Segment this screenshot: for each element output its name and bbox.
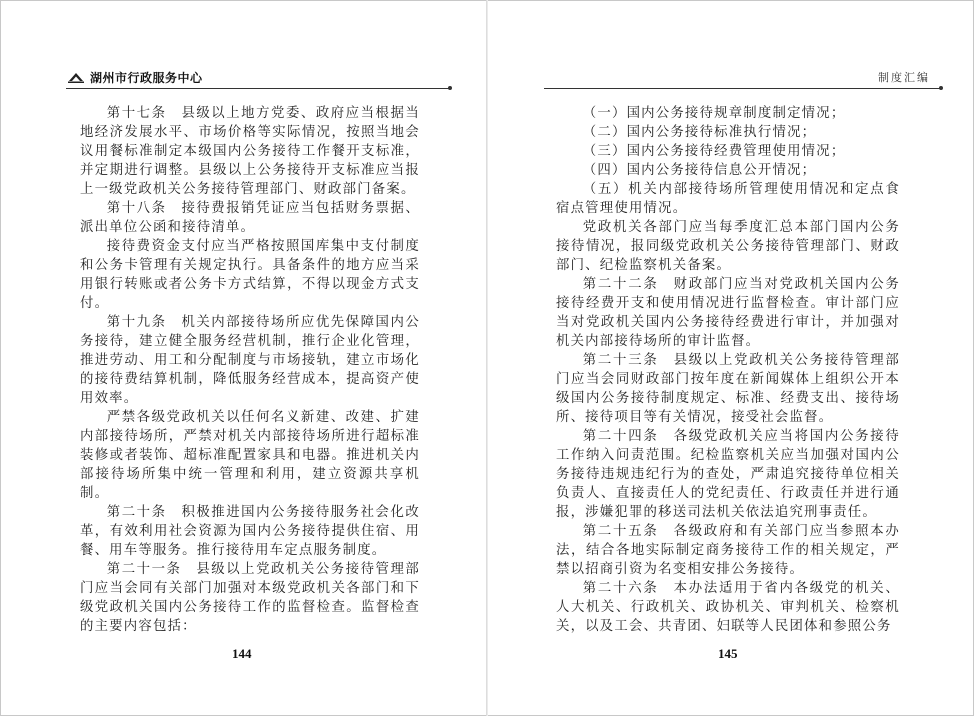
paragraph: 第二十二条 财政部门应当对党政机关国内公务接待经费开支和使用情况进行监督检查。审计部门应当对党政机关国内公务接待经费进行审计，并加强对机关内部接待场所的审计监督。 bbox=[556, 277, 900, 349]
right-header bbox=[546, 68, 938, 86]
paragraph: （二）国内公务接待标准执行情况； bbox=[582, 125, 817, 140]
paragraph: 第二十三条 县级以上党政机关公务接待管理部门应当会同财政部门按年度在新闻媒体上组织公开本级国内公务接待制度规定、标准、经费支出、接待场所、接待项目等有关情况，接受社会监督。 bbox=[556, 353, 900, 425]
left-page-number: 144 bbox=[232, 646, 252, 661]
paragraph: 第二十一条 县级以上党政机关公务接待管理部门应当会同有关部门加强对本级党政机关各部门和下级党政机关国内公务接待工作的监督检查。监督检查的主要内容包括： bbox=[80, 562, 420, 634]
paragraph: 第二十条 积极推进国内公务接待服务社会化改革，有效利用社会资源为国内公务接待提供住宿、用餐、用车等服务。推行接待用车定点服务制度。 bbox=[80, 505, 420, 558]
paragraph: 第十八条 接待费报销凭证应当包括财务票据、派出单位公函和接待清单。 bbox=[80, 201, 420, 235]
right-page-number: 145 bbox=[718, 646, 738, 661]
paragraph: 第二十四条 各级党政机关应当将国内公务接待工作纳入问责范围。纪检监察机关应当加强对国内公务接待违规违纪行为的查处，严肃追究接待单位相关负责人、直接责任人的党纪责任、行政责任并进行通报，涉嫌犯罪的移送司法机关依法追究刑事责任。 bbox=[556, 429, 900, 520]
left-page bbox=[0, 0, 486, 716]
paragraph: （五）机关内部接待场所管理使用情况和定点食宿点管理使用情况。 bbox=[556, 182, 900, 216]
paragraph: （三）国内公务接待经费管理使用情况； bbox=[582, 144, 846, 159]
right-page bbox=[488, 0, 974, 716]
paragraph: 第二十五条 各级政府和有关部门应当参照本办法，结合各地实际制定商务接待工作的相关规定，严禁以招商引资为名变相安排公务接待。 bbox=[556, 524, 900, 577]
paragraph: 第十七条 县级以上地方党委、政府应当根据当地经济发展水平、市场价格等实际情况，按照当地会议用餐标准制定本级国内公务接待工作餐开支标准，并定期进行调整。县级以上公务接待开支标准应当报上一级党政机关公务接待管理部门、财政部门备案。 bbox=[80, 106, 420, 197]
paragraph: （四）国内公务接待信息公开情况； bbox=[582, 163, 817, 178]
left-header-rule bbox=[66, 88, 450, 89]
paragraph: 第二十六条 本办法适用于省内各级党的机关、人大机关、行政机关、政协机关、审判机关、检察机关，以及工会、共青团、妇联等人民团体和参照公务 bbox=[556, 581, 900, 634]
right-rule-dot bbox=[939, 86, 943, 90]
left-header-title: 湖州市行政服务中心 bbox=[90, 70, 203, 85]
right-body-text bbox=[556, 104, 900, 636]
paragraph: 第十九条 机关内部接待场所应优先保障国内公务接待，建立健全服务经营机制，推行企业化管理，推进劳动、用工和分配制度与市场接轨，建立市场化的接待费结算机制，降低服务经营成本，提高资产使用效率。 bbox=[80, 315, 420, 406]
right-header-rule bbox=[544, 88, 940, 89]
left-body-text bbox=[80, 104, 420, 636]
logo-icon bbox=[68, 71, 84, 83]
paragraph: （一）国内公务接待规章制度制定情况； bbox=[582, 106, 846, 121]
left-header bbox=[68, 68, 448, 86]
paragraph: 严禁各级党政机关以任何名义新建、改建、扩建内部接待场所，严禁对机关内部接待场所进行超标准装修或者装饰、超标准配置家具和电器。推进机关内部接待场所集中统一管理和利用，建立资源共享机制。 bbox=[80, 410, 420, 501]
right-header-title: 制度汇编 bbox=[878, 71, 930, 84]
paragraph: 党政机关各部门应当每季度汇总本部门国内公务接待情况，报同级党政机关公务接待管理部门、财政部门、纪检监察机关备案。 bbox=[556, 220, 900, 273]
left-rule-dot bbox=[448, 86, 452, 90]
paragraph: 接待费资金支付应当严格按照国库集中支付制度和公务卡管理有关规定执行。具备条件的地方应当采用银行转账或者公务卡方式结算，不得以现金方式支付。 bbox=[80, 239, 420, 311]
